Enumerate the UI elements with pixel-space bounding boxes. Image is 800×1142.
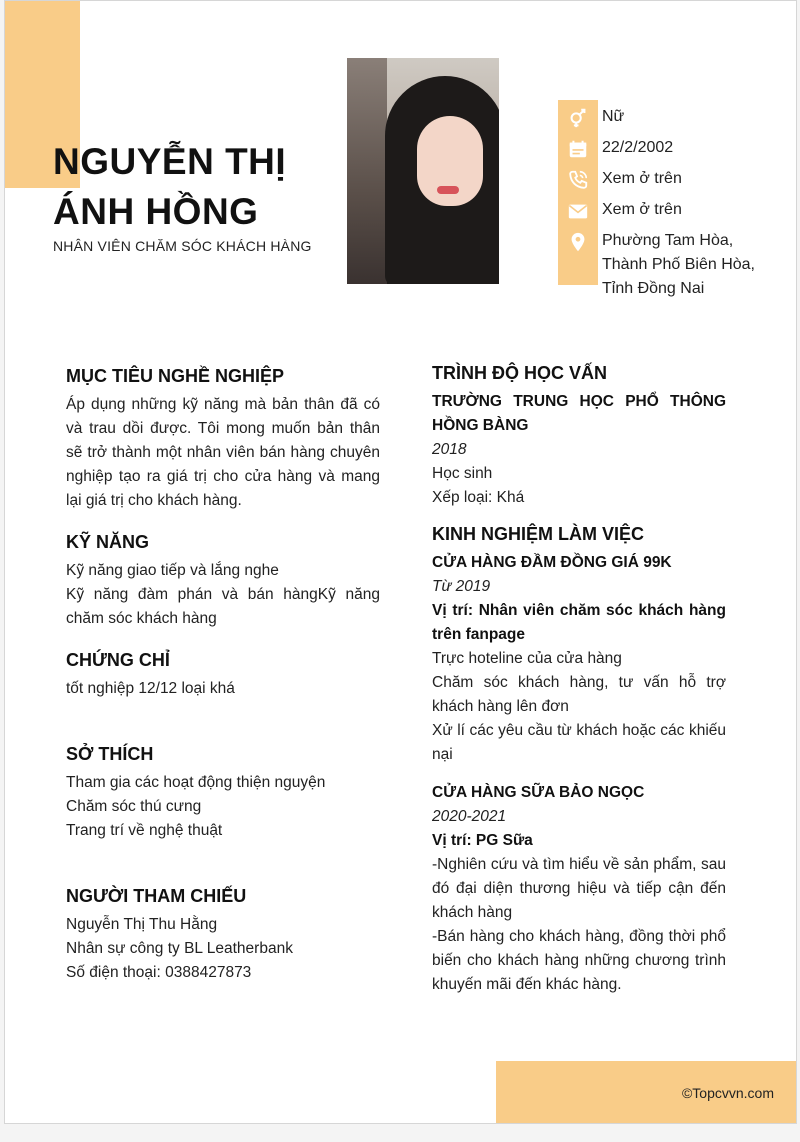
reference-item: Nguyễn Thị Thu Hằng	[66, 916, 218, 933]
contact-email: Xem ở trên	[558, 198, 788, 224]
education-year: 2018	[432, 441, 467, 458]
section-experience	[432, 523, 726, 997]
gender-icon	[558, 105, 598, 131]
reference-item: Số điện thoại: 0388427873	[66, 964, 252, 981]
school-name: TRƯỜNG TRUNG HỌC PHỔ THÔNG HỒNG BÀNG	[432, 393, 726, 434]
company-name: CỬA HÀNG SỮA BẢO NGỌC	[432, 784, 645, 801]
objective-title: MỤC TIÊU NGHỀ NGHIỆP	[66, 366, 285, 386]
skill-item: Kỹ năng đàm phán và bán hàngKỹ năng chăm sóc khách hàng	[66, 586, 380, 627]
job-duty: Xử lí các yêu cầu từ khách hoặc các khiếu nại	[432, 722, 726, 763]
education-rank: Xếp loại: Khá	[432, 489, 525, 506]
cv-page	[4, 0, 797, 1124]
job-period: Từ 2019	[432, 578, 491, 595]
reference-item: Nhân sự công ty BL Leatherbank	[66, 940, 293, 957]
skill-item: Kỹ năng giao tiếp và lắng nghe	[66, 562, 279, 579]
section-education	[432, 362, 726, 510]
job-duty: -Nghiên cứu và tìm hiểu về sản phẩm, sau đó đại diện thương hiệu và tiếp cận đến khách hàng	[432, 856, 726, 921]
section-objective	[66, 365, 380, 513]
skills-title: KỸ NĂNG	[66, 532, 150, 552]
envelope-icon	[558, 198, 598, 224]
job-position: Vị trí: Nhân viên chăm sóc khách hàng trên fanpage	[432, 602, 726, 643]
phone-icon	[558, 167, 598, 193]
section-references	[66, 885, 380, 985]
footer-copyright: ©Topcvvn.com	[681, 1085, 774, 1101]
hobby-item: Chăm sóc thú cưng	[66, 798, 202, 815]
contact-birthday: 22/2/2002	[558, 136, 788, 162]
job-duty: -Bán hàng cho khách hàng, đồng thời phổ biến cho khách hàng những chương trình khuyến mãi đến khác hàng.	[432, 928, 726, 993]
profile-photo	[347, 58, 499, 284]
job-position: Vị trí: PG Sữa	[432, 832, 533, 849]
candidate-name: NGUYỄN THỊ ÁNH HỒNG	[53, 141, 287, 232]
contact-phone: Xem ở trên	[558, 167, 788, 193]
location-pin-icon	[558, 229, 598, 255]
contact-gender: Nữ	[558, 105, 788, 131]
hobby-item: Trang trí về nghệ thuật	[66, 822, 223, 839]
experience-title: KINH NGHIỆM LÀM VIỆC	[432, 524, 645, 544]
job-period: 2020-2021	[432, 808, 507, 825]
job-duty: Trực hoteline của cửa hàng	[432, 650, 622, 667]
education-title: TRÌNH ĐỘ HỌC VẤN	[432, 363, 607, 383]
job-entry	[432, 551, 726, 767]
section-certificates	[66, 649, 380, 701]
job-duty: Chăm sóc khách hàng, tư vấn hỗ trợ khách hàng lên đơn	[432, 674, 726, 715]
hobby-item: Tham gia các hoạt động thiện nguyện	[66, 774, 326, 791]
section-skills	[66, 531, 380, 631]
contact-address: Phường Tam Hòa, Thành Phố Biên Hòa, Tỉnh Đồng Nai	[558, 229, 788, 301]
calendar-icon	[558, 136, 598, 162]
objective-text: Áp dụng những kỹ năng mà bản thân đã có và trau dồi được. Tôi mong muốn bản thân sẽ trở thành một nhân viên bán hàng chuyên nghiệp tạo ra giá trị cho cửa hàng và mang lại giá trị cho khách hàng.	[66, 396, 380, 509]
references-title: NGƯỜI THAM CHIẾU	[66, 886, 247, 906]
section-hobbies	[66, 743, 380, 843]
education-role: Học sinh	[432, 465, 493, 482]
job-entry	[432, 781, 726, 997]
certificates-title: CHỨNG CHỈ	[66, 650, 170, 670]
job-title: NHÂN VIÊN CHĂM SÓC KHÁCH HÀNG	[53, 238, 312, 254]
certificate-item: tốt nghiệp 12/12 loại khá	[66, 680, 235, 697]
hobbies-title: SỞ THÍCH	[66, 744, 154, 764]
company-name: CỬA HÀNG ĐẦM ĐỒNG GIÁ 99K	[432, 554, 672, 571]
